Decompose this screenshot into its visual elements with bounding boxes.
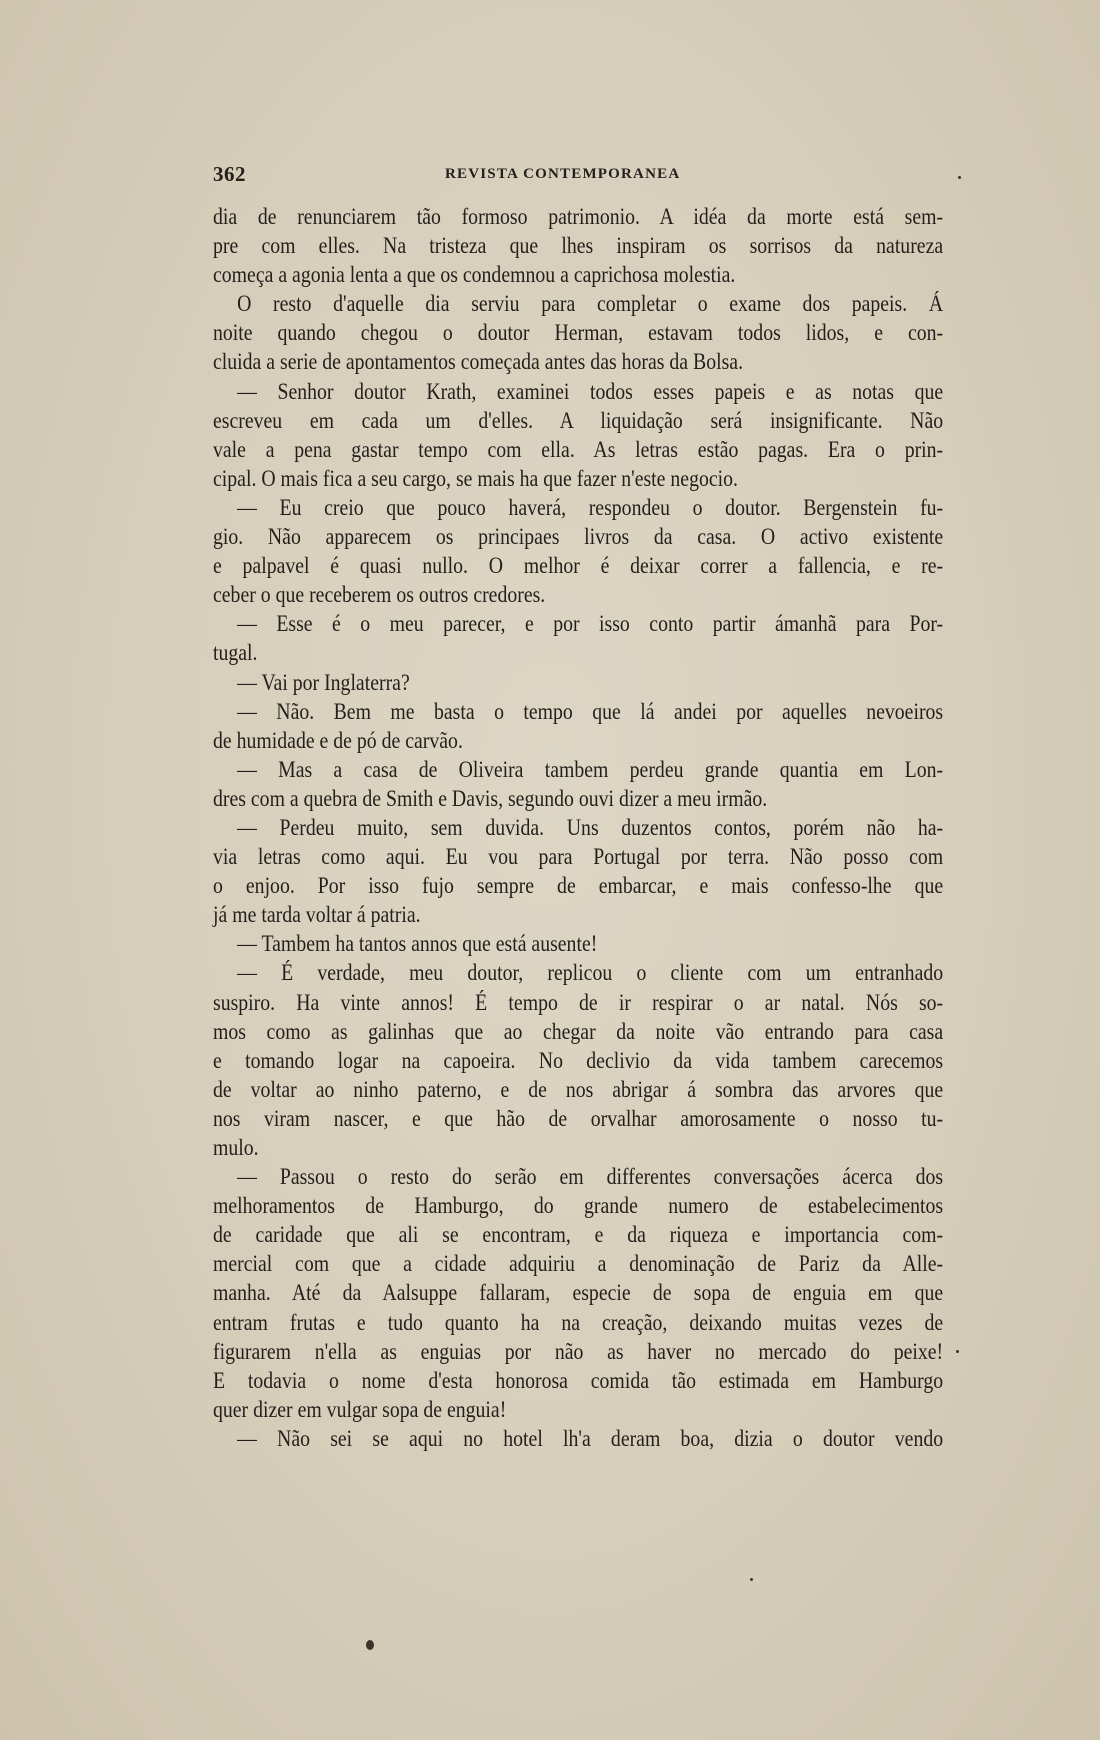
ink-speck (366, 1640, 374, 1650)
ink-speck (958, 176, 961, 179)
text-line: suspiro. Ha vinte annos! É tempo de ir respirar o ar natal. Nós so- (213, 989, 944, 1015)
body-text (213, 202, 943, 1453)
text-line: e tomando logar na capoeira. No declivio da vida tambem carecemos (213, 1047, 944, 1073)
page-number: 362 (213, 162, 246, 186)
text-line: noite quando chegou o doutor Herman, estavam todos lidos, e con- (213, 320, 944, 346)
text-line: manha. Até da Aalsuppe fallaram, especie de sopa de enguia em que (213, 1280, 944, 1306)
text-line: tugal. (213, 640, 258, 666)
text-line: — Passou o resto do serão em differentes conversações ácerca dos (237, 1164, 944, 1190)
text-line: dres com a quebra de Smith e Davis, segundo ouvi dizer a meu irmão. (213, 785, 768, 811)
text-line: cluida a serie de apontamentos começada antes das horas da Bolsa. (213, 349, 744, 375)
text-line: — Não. Bem me basta o tempo que lá andei por aquelles nevoeiros (237, 698, 944, 724)
text-line: — Mas a casa de Oliveira tambem perdeu grande quantia em Lon- (237, 756, 944, 782)
text-line: cipal. O mais fica a seu cargo, se mais ha que fazer n'este negocio. (213, 465, 738, 491)
text-line: já me tarda voltar á patria. (213, 902, 421, 928)
running-title: REVISTA CONTEMPORANEA (445, 166, 681, 182)
text-line: o enjoo. Por isso fujo sempre de embarcar, e mais confesso-lhe que (213, 873, 944, 899)
text-line: — Vai por Inglaterra? (237, 669, 410, 695)
text-line: dia de renunciarem tão formoso patrimonio. A idéa da morte está sem- (213, 204, 944, 229)
text-line: — Esse é o meu parecer, e por isso conto partir ámanhã para Por- (237, 611, 944, 637)
text-line: mos como as galinhas que ao chegar da noite vão entrando para casa (213, 1018, 944, 1044)
text-line: — Não sei se aqui no hotel lh'a deram boa, dizia o doutor vendo (237, 1425, 944, 1451)
text-line: — Eu creio que pouco haverá, respondeu o doutor. Bergenstein fu- (237, 494, 944, 520)
text-line: — Senhor doutor Krath, examinei todos esses papeis e as notas que (237, 378, 944, 404)
text-line: vale a pena gastar tempo com ella. As letras estão pagas. Era o prin- (213, 436, 944, 462)
text-line: — Tambem ha tantos annos que está ausente! (237, 931, 598, 957)
ink-speck (750, 1578, 753, 1581)
text-line: melhoramentos de Hamburgo, do grande numero de estabelecimentos (213, 1193, 944, 1219)
text-line: começa a agonia lenta a que os condemnou a caprichosa molestia. (213, 262, 736, 288)
text-line: entram frutas e tudo quanto ha na creação, deixando muitas vezes de (213, 1309, 944, 1335)
text-line: ceber o que receberem os outros credores. (213, 582, 546, 608)
text-line: pre com elles. Na tristeza que lhes inspiram os sorrisos da natureza (213, 233, 944, 259)
text-line: O resto d'aquelle dia serviu para completar o exame dos papeis. Á (237, 291, 944, 317)
text-line: quer dizer em vulgar sopa de enguia! (213, 1396, 507, 1422)
text-line: mulo. (213, 1135, 259, 1160)
text-line: nos viram nascer, e que hão de orvalhar amorosamente o nosso tu- (213, 1105, 944, 1131)
text-line: — Perdeu muito, sem duvida. Uns duzentos contos, porém não ha- (237, 814, 944, 840)
text-line: de voltar ao ninho paterno, e de nos abrigar á sombra das arvores que (213, 1076, 944, 1102)
ink-speck (956, 1350, 959, 1353)
text-line: — É verdade, meu doutor, replicou o cliente com um entranhado (237, 960, 944, 986)
text-line: de humidade e de pó de carvão. (213, 727, 463, 753)
text-line: via letras como aqui. Eu vou para Portugal por terra. Não posso com (213, 844, 944, 870)
text-line: mercial com que a cidade adquiriu a denominação de Pariz da Alle- (213, 1251, 944, 1277)
text-line: e palpavel é quasi nullo. O melhor é deixar correr a fallencia, e re- (213, 553, 944, 579)
text-line: E todavia o nome d'esta honorosa comida tão estimada em Hamburgo (213, 1367, 944, 1393)
text-line: escreveu em cada um d'elles. A liquidação será insignificante. Não (213, 407, 944, 433)
text-line: de caridade que ali se encontram, e da riqueza e importancia com- (213, 1222, 944, 1248)
text-line: gio. Não apparecem os principaes livros da casa. O activo existente (213, 524, 944, 550)
text-line: figurarem n'ella as enguias por não as haver no mercado do peixe! (213, 1338, 944, 1364)
page-header (213, 162, 943, 192)
